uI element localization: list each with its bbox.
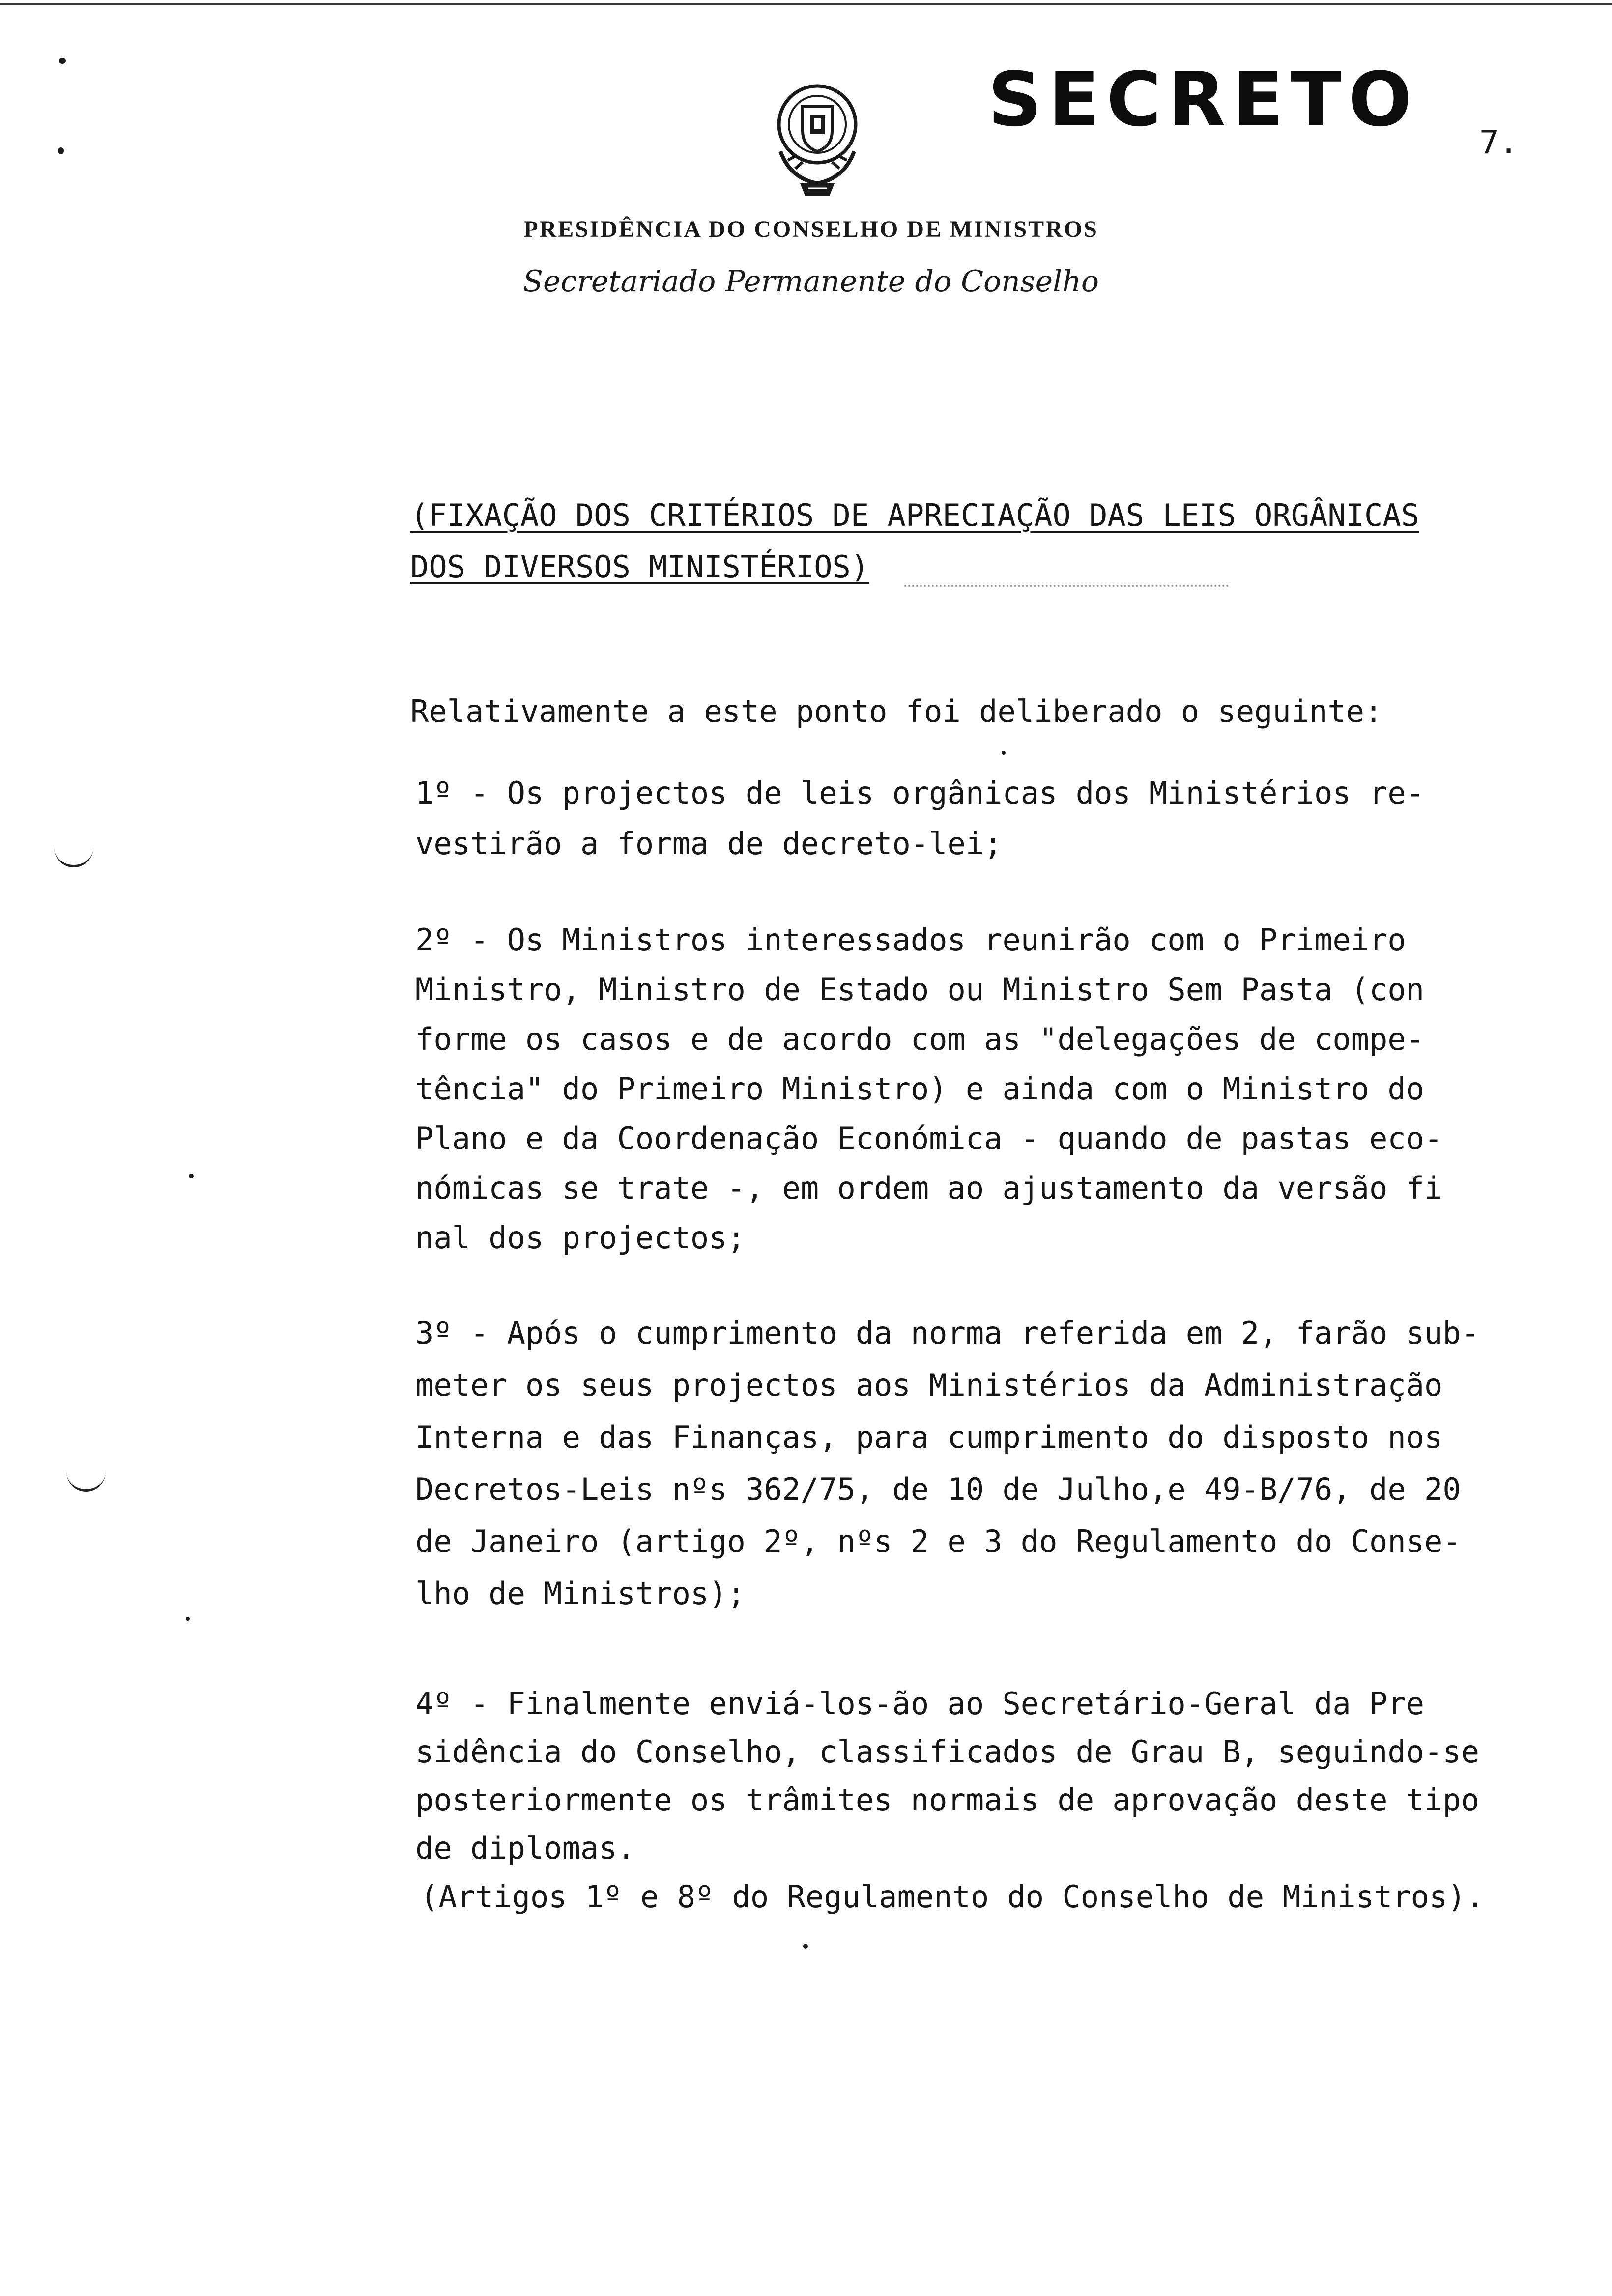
scan-mark [66, 1460, 106, 1492]
scan-speck [189, 1174, 194, 1178]
coat-of-arms-icon [761, 78, 874, 201]
scan-speck [186, 1617, 190, 1621]
organization-name: PRESIDÊNCIA DO CONSELHO DE MINISTROS [523, 216, 1098, 242]
heading-line-1: (FIXAÇÃO DOS CRITÉRIOS DE APRECIAÇÃO DAS LEIS ORGÂNICAS [410, 497, 1419, 533]
heading-line-2: DOS DIVERSOS MINISTÉRIOS) [410, 549, 869, 585]
classification-stamp: SECRETO [988, 56, 1419, 143]
scan-speck [59, 58, 66, 64]
page-number: 7. [1479, 123, 1519, 161]
footnote: (Artigos 1º e 8º do Regulamento do Conselho de Ministros). [420, 1879, 1484, 1915]
list-item: 4º - Finalmente enviá-los-ão ao Secretário-Geral da Pre sidência do Conselho, classificados de Grau B, seguindo-se posteriormente os trâmites normais de aprovação deste tipo de diplomas. [415, 1686, 1479, 1866]
list-item: 3º - Após o cumprimento da norma referida em 2, farão sub- meter os seus projectos aos Ministérios da Administração Interna e das Finanças, para cumprimento do disposto nos Decretos-Leis nºs 362/75, de 10 de Julho,e 49-B/76, de 20 de Janeiro (artigo 2º, nºs 2 e 3 do Regulamento do Conse- lho de Ministros); [415, 1315, 1479, 1611]
scan-speck [803, 1944, 808, 1949]
list-item: 1º - Os projectos de leis orgânicas dos Ministérios re- vestirão a forma de decreto-lei; [415, 775, 1424, 861]
scan-mark [54, 835, 93, 867]
list-item: 2º - Os Ministros interessados reunirão com o Primeiro Ministro, Ministro de Estado ou Ministro Sem Pasta (con forme os casos e de acordo com as "delegações de compe- tência" do Primeiro Ministro) e ainda com o Ministro do Plano e da Coordenação Económica - quando de pastas eco- nómicas se trate -, em ordem ao ajustamento da versão fi nal dos projectos; [415, 922, 1443, 1256]
department-name: Secretariado Permanente do Conselho [522, 264, 1099, 299]
redacted-area [904, 545, 1229, 587]
top-border-line [0, 3, 1612, 5]
scan-speck [1002, 751, 1006, 755]
intro-paragraph: Relativamente a este ponto foi deliberado o seguinte: [410, 693, 1383, 729]
scan-speck [58, 147, 64, 154]
